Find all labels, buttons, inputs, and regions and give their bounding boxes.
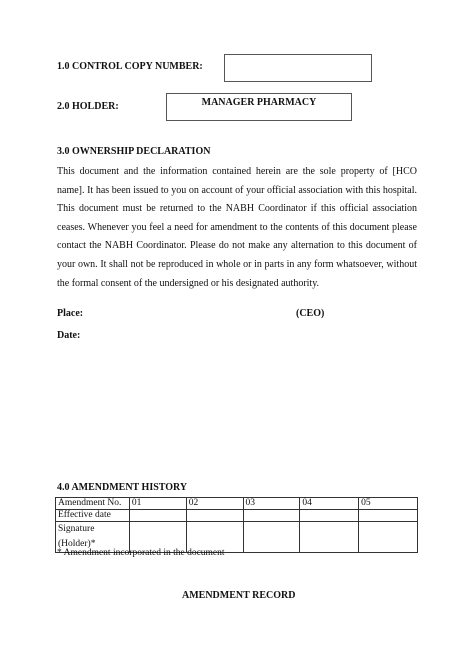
table-cell: 05: [359, 498, 418, 510]
table-cell-empty[interactable]: [186, 510, 243, 522]
table-cell-empty[interactable]: [300, 510, 359, 522]
table-row: [56, 510, 418, 522]
control-copy-label: 1.0 CONTROL COPY NUMBER:: [57, 61, 203, 72]
place-label: Place:: [57, 308, 84, 319]
signature-holder-label: (Holder)*: [58, 539, 96, 549]
signature-label: Signature: [58, 524, 95, 534]
table-cell: 03: [243, 498, 300, 510]
ownership-heading: 3.0 OWNERSHIP DECLARATION: [57, 146, 211, 157]
table-cell: 04: [300, 498, 359, 510]
table-cell-empty[interactable]: [243, 522, 300, 553]
amendment-history-heading: 4.0 AMENDMENT HISTORY: [57, 482, 188, 493]
amendment-history-table: [55, 497, 418, 553]
holder-field[interactable]: MANAGER PHARMACY: [166, 93, 352, 121]
table-cell-empty[interactable]: [129, 510, 186, 522]
date-label: Date:: [57, 330, 81, 341]
ceo-label: (CEO): [296, 308, 325, 319]
table-cell-empty[interactable]: [300, 522, 359, 553]
table-cell-empty[interactable]: [359, 510, 418, 522]
amendment-record-heading: AMENDMENT RECORD: [182, 590, 296, 601]
ownership-text: This document and the information contained herein are the sole property of [HCO name]. It has been issued to you on account of your official association with this hospital. This document must be returned to the NABH Coordinator if this official association ceases. Whenever you feel a need for amendment to the contents of this document please contact the NABH Coordinator. Please do not make any alternation to this document of your own. It shall not be reproduced in whole or in parts in any form whatsoever, without the formal consent of the undersigned or his designated authority.: [57, 166, 417, 289]
holder-label: 2.0 HOLDER:: [57, 101, 119, 112]
table-cell-empty[interactable]: [243, 510, 300, 522]
table-cell-empty[interactable]: [359, 522, 418, 553]
table-cell: Amendment No.: [56, 498, 130, 510]
amendment-footnote: * Amendment incorporated in the document: [57, 548, 225, 558]
table-cell: 01: [129, 498, 186, 510]
table-cell: 02: [186, 498, 243, 510]
control-copy-number-field[interactable]: [224, 54, 372, 82]
table-row: [56, 498, 418, 510]
ownership-paragraph: [57, 163, 417, 293]
table-cell: Effective date: [56, 510, 130, 522]
